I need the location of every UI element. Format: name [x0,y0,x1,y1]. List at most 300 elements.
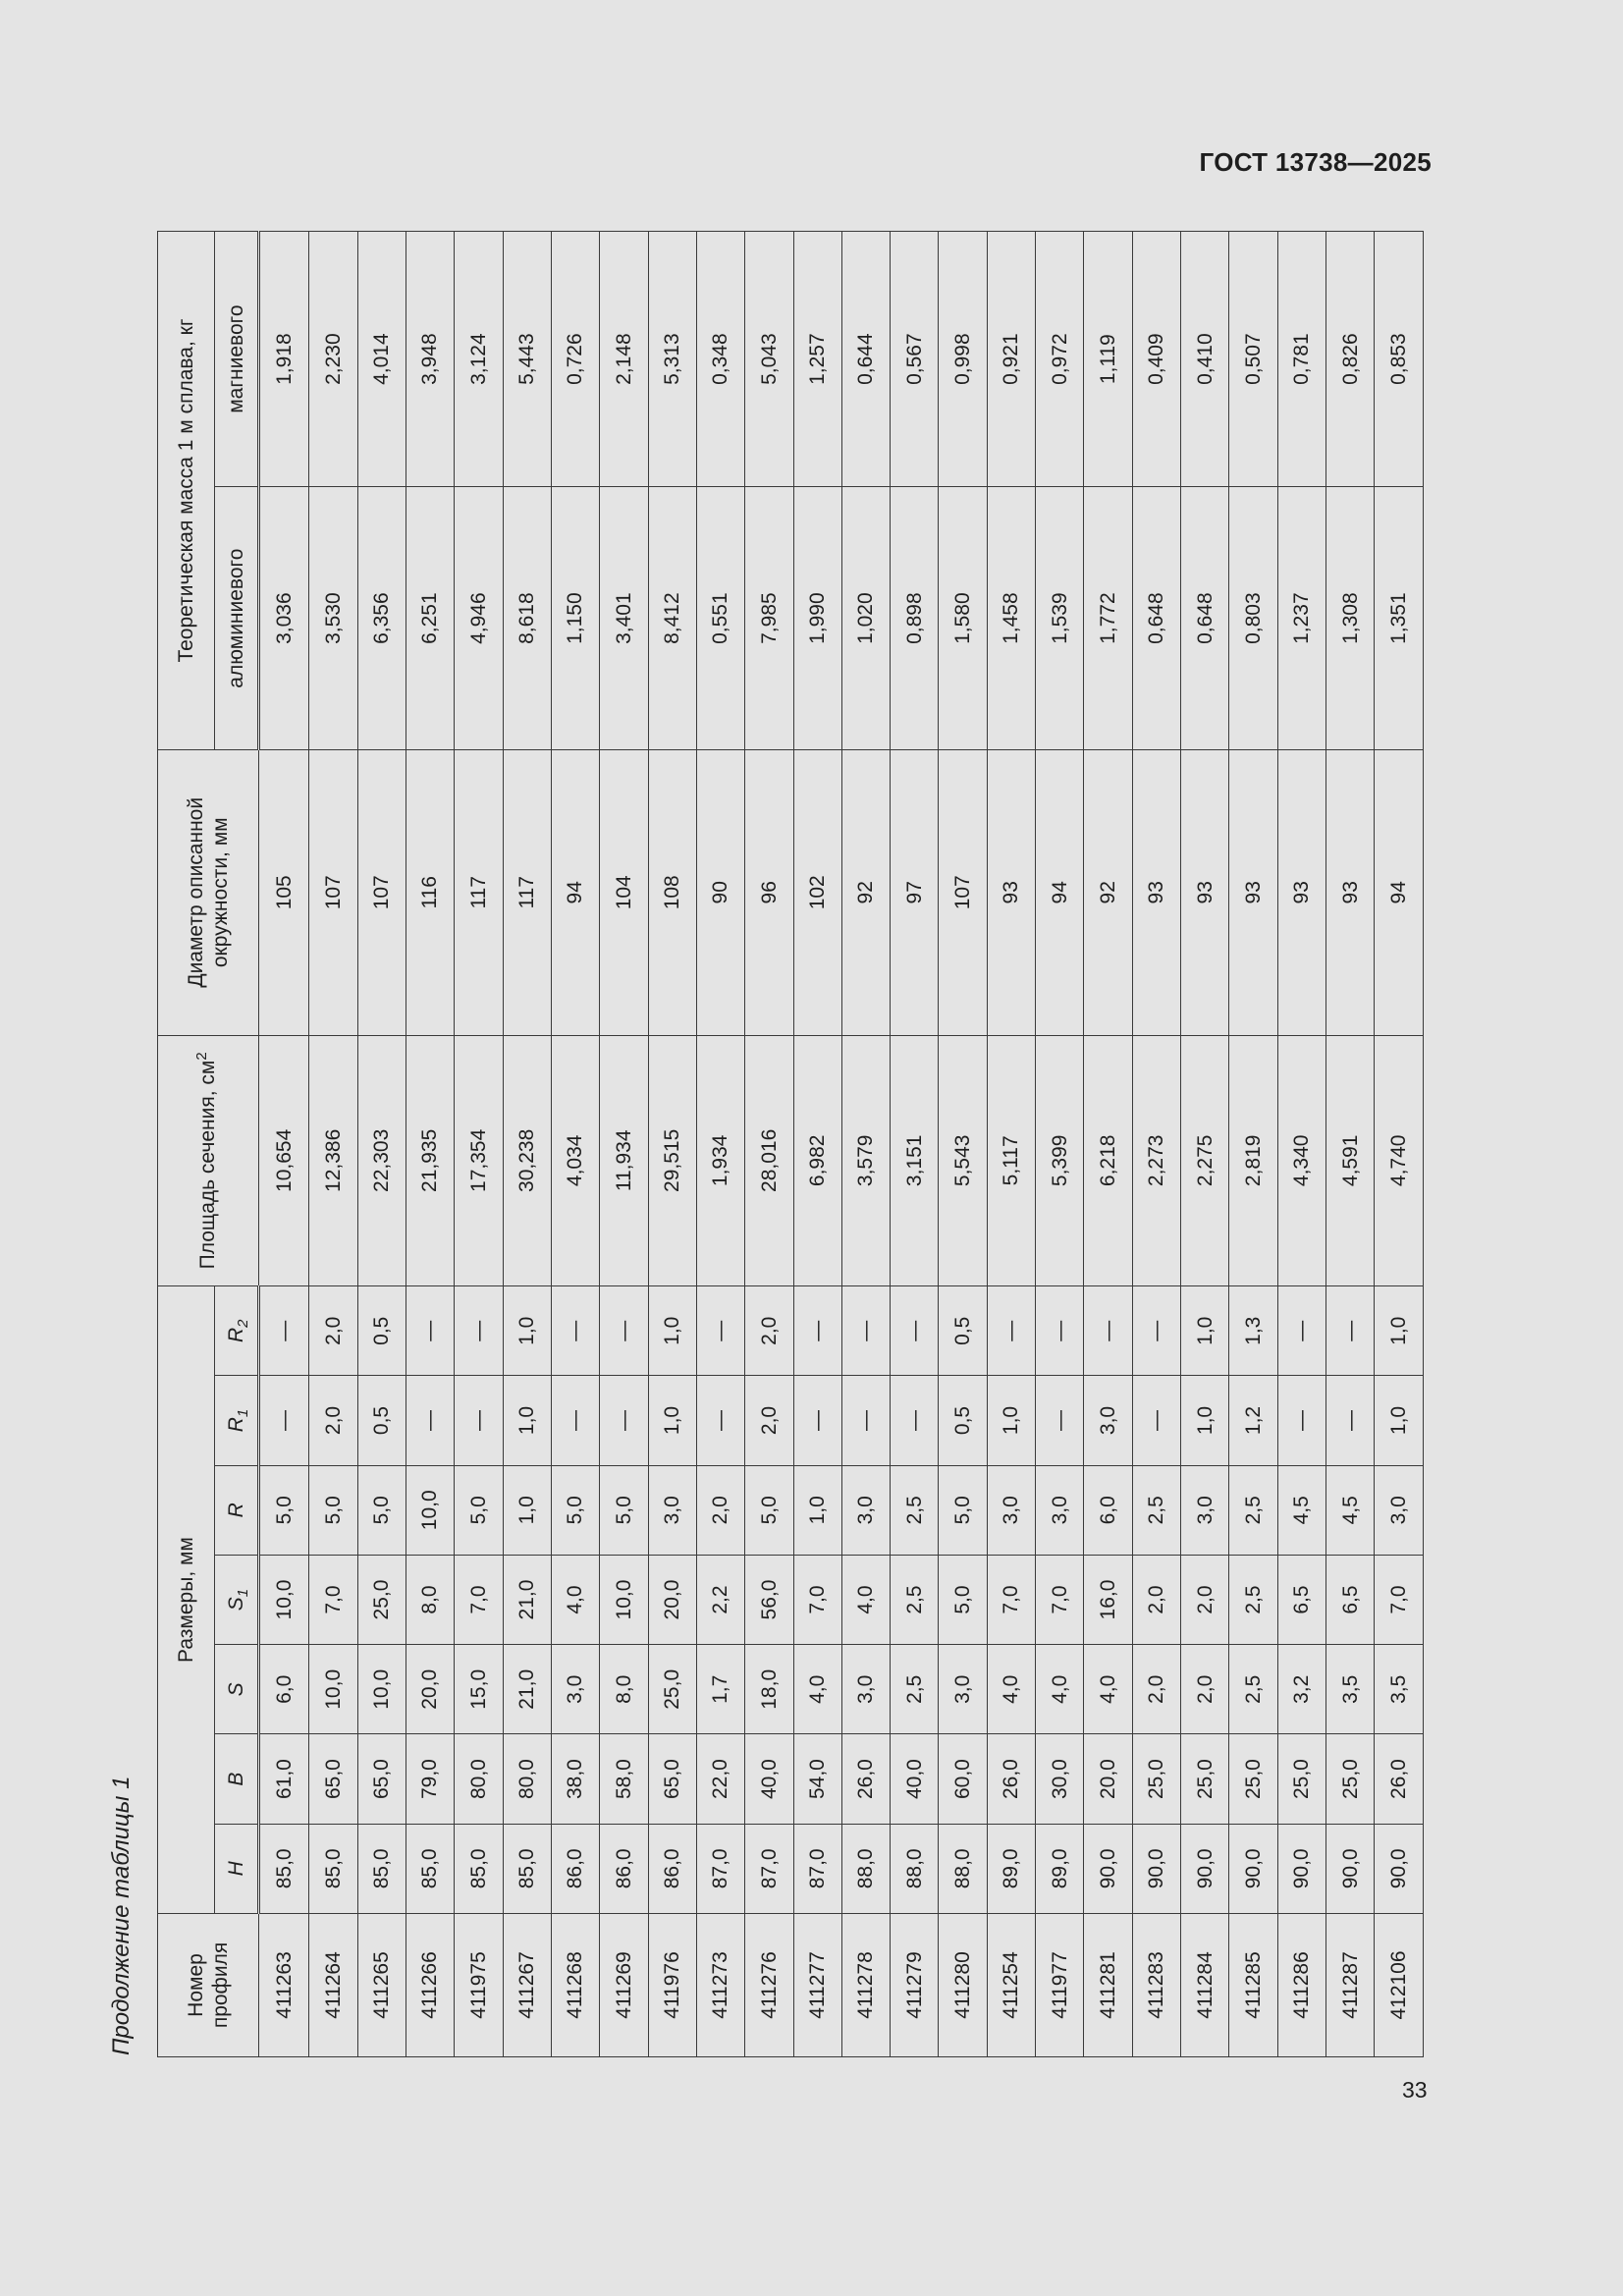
area-cell: 5,399 [1036,1035,1084,1286]
mass-aluminum-cell: 0,648 [1181,487,1229,750]
size-H-cell: 85,0 [455,1824,503,1913]
area-cell: 2,273 [1132,1035,1180,1286]
size-R2-cell: 2,0 [309,1286,357,1376]
size-R-cell: 5,0 [600,1465,648,1555]
diameter-cell: 90 [696,750,744,1036]
size-S-cell: 3,0 [841,1645,890,1734]
size-S-cell: 18,0 [745,1645,793,1734]
size-B-cell: 80,0 [455,1734,503,1824]
size-S-cell: 4,0 [987,1645,1035,1734]
table-row [987,232,1035,2057]
table-row [1375,232,1424,2057]
size-H-cell: 88,0 [841,1824,890,1913]
mass-aluminum-cell: 3,401 [600,487,648,750]
size-S-cell: 4,0 [1084,1645,1132,1734]
size-S1-cell: 7,0 [309,1555,357,1644]
area-cell: 22,303 [357,1035,406,1286]
size-S1-cell: 2,5 [1229,1555,1277,1644]
size-R2-cell: 0,5 [939,1286,987,1376]
table-caption: Продолжение таблицы 1 [108,1776,135,2055]
size-H-cell: 89,0 [1036,1824,1084,1913]
table-row [309,232,357,2057]
size-R1-cell: — [1132,1376,1180,1465]
size-R1-cell: — [793,1376,841,1465]
size-S-cell: 2,0 [1132,1645,1180,1734]
size-R1-cell: 1,0 [987,1376,1035,1465]
size-R1-cell: 0,5 [357,1376,406,1465]
size-R-cell: 5,0 [939,1465,987,1555]
area-cell: 3,579 [841,1035,890,1286]
area-cell: 5,117 [987,1035,1035,1286]
mass-magnesium-cell: 0,826 [1326,232,1375,487]
area-cell: 1,934 [696,1035,744,1286]
size-S1-cell: 16,0 [1084,1555,1132,1644]
size-R2-cell: 1,3 [1229,1286,1277,1376]
size-S1-cell: 8,0 [406,1555,454,1644]
size-H-cell: 88,0 [939,1824,987,1913]
profile-number-cell: 411268 [551,1913,599,2056]
area-cell: 6,218 [1084,1035,1132,1286]
mass-aluminum-cell: 1,020 [841,487,890,750]
size-S-cell: 1,7 [696,1645,744,1734]
size-S-cell: 3,0 [551,1645,599,1734]
profile-number-cell: 411266 [406,1913,454,2056]
size-R2-cell: 2,0 [745,1286,793,1376]
size-B-cell: 65,0 [357,1734,406,1824]
size-S1-cell: 2,0 [1132,1555,1180,1644]
area-cell: 5,543 [939,1035,987,1286]
size-R2-cell: 1,0 [1375,1286,1424,1376]
profile-number-cell: 411281 [1084,1913,1132,2056]
diameter-cell: 117 [455,750,503,1036]
size-B-cell: 80,0 [503,1734,551,1824]
size-B-cell: 25,0 [1277,1734,1325,1824]
size-R-cell: 3,0 [648,1465,696,1555]
size-S1-cell: 25,0 [357,1555,406,1644]
mass-aluminum-cell: 1,458 [987,487,1035,750]
size-S1-cell: 10,0 [600,1555,648,1644]
size-S1-cell: 6,5 [1277,1555,1325,1644]
profile-number-cell: 411977 [1036,1913,1084,2056]
size-S1-cell: 7,0 [987,1555,1035,1644]
size-S-cell: 6,0 [259,1645,309,1734]
diameter-cell: 93 [1132,750,1180,1036]
mass-aluminum-cell: 0,803 [1229,487,1277,750]
mass-aluminum-cell: 7,985 [745,487,793,750]
diameter-cell: 93 [1326,750,1375,1036]
table-row [259,232,309,2057]
size-R1-cell: — [1326,1376,1375,1465]
size-R1-cell: 2,0 [309,1376,357,1465]
profile-number-cell: 412106 [1375,1913,1424,2056]
size-R1-cell: — [600,1376,648,1465]
size-S-cell: 21,0 [503,1645,551,1734]
size-R1-cell: 3,0 [1084,1376,1132,1465]
size-R1-cell: — [455,1376,503,1465]
size-R-cell: 10,0 [406,1465,454,1555]
mass-magnesium-cell: 5,043 [745,232,793,487]
size-H-cell: 85,0 [406,1824,454,1913]
size-R1-cell: 0,5 [939,1376,987,1465]
header-profile-number: Номер профиля [158,1913,259,2056]
size-B-cell: 65,0 [309,1734,357,1824]
mass-magnesium-cell: 0,726 [551,232,599,487]
area-cell: 21,935 [406,1035,454,1286]
size-H-cell: 90,0 [1084,1824,1132,1913]
profiles-table [157,231,1424,2057]
area-cell: 12,386 [309,1035,357,1286]
size-R-cell: 2,5 [891,1465,939,1555]
mass-magnesium-cell: 5,313 [648,232,696,487]
size-S1-cell: 56,0 [745,1555,793,1644]
table-row [1277,232,1325,2057]
size-S1-cell: 7,0 [793,1555,841,1644]
diameter-cell: 107 [357,750,406,1036]
size-S-cell: 3,0 [939,1645,987,1734]
size-S-cell: 25,0 [648,1645,696,1734]
size-R2-cell: — [455,1286,503,1376]
profile-number-cell: 411273 [696,1913,744,2056]
mass-magnesium-cell: 0,567 [891,232,939,487]
size-R1-cell: — [259,1376,309,1465]
mass-aluminum-cell: 1,351 [1375,487,1424,750]
size-B-cell: 30,0 [1036,1734,1084,1824]
diameter-cell: 93 [1181,750,1229,1036]
table-row [1181,232,1229,2057]
profile-number-cell: 411284 [1181,1913,1229,2056]
mass-magnesium-cell: 0,781 [1277,232,1325,487]
size-H-cell: 85,0 [503,1824,551,1913]
mass-magnesium-cell: 2,230 [309,232,357,487]
size-R-cell: 3,0 [1036,1465,1084,1555]
size-R-cell: 2,0 [696,1465,744,1555]
area-cell: 11,934 [600,1035,648,1286]
size-R-cell: 4,5 [1277,1465,1325,1555]
size-R2-cell: — [600,1286,648,1376]
profile-number-cell: 411263 [259,1913,309,2056]
size-H-cell: 87,0 [696,1824,744,1913]
mass-magnesium-cell: 1,119 [1084,232,1132,487]
size-R2-cell: — [793,1286,841,1376]
mass-aluminum-cell: 8,412 [648,487,696,750]
mass-aluminum-cell: 6,356 [357,487,406,750]
mass-aluminum-cell: 3,530 [309,487,357,750]
subheader-magnesium: магниевого [215,232,259,487]
table-row [696,232,744,2057]
subheader-R2-index: 2 [234,1319,251,1328]
diameter-cell: 105 [259,750,309,1036]
header-area-text: Площадь сечения, см [196,1060,220,1270]
table-row [1036,232,1084,2057]
size-B-cell: 65,0 [648,1734,696,1824]
size-R2-cell: — [891,1286,939,1376]
size-R2-cell: — [551,1286,599,1376]
mass-aluminum-cell: 1,237 [1277,487,1325,750]
size-B-cell: 54,0 [793,1734,841,1824]
subheader-H: H [215,1824,259,1913]
table-row [600,232,648,2057]
diameter-cell: 92 [1084,750,1132,1036]
subheader-B: B [215,1734,259,1824]
diameter-cell: 94 [1375,750,1424,1036]
mass-aluminum-cell: 4,946 [455,487,503,750]
size-R-cell: 3,0 [841,1465,890,1555]
size-R-cell: 3,0 [987,1465,1035,1555]
size-H-cell: 90,0 [1326,1824,1375,1913]
mass-aluminum-cell: 1,539 [1036,487,1084,750]
size-R-cell: 3,0 [1375,1465,1424,1555]
subheader-S1-base: S [224,1597,247,1612]
subheader-aluminum: алюминиевого [215,487,259,750]
size-R2-cell: — [406,1286,454,1376]
subheader-R: R [215,1465,259,1555]
size-B-cell: 25,0 [1229,1734,1277,1824]
profile-number-cell: 411265 [357,1913,406,2056]
size-B-cell: 38,0 [551,1734,599,1824]
table-row [551,232,599,2057]
header-diameter: Диаметр описанной окружности, мм [158,750,259,1036]
size-H-cell: 90,0 [1277,1824,1325,1913]
size-S-cell: 20,0 [406,1645,454,1734]
mass-aluminum-cell: 0,551 [696,487,744,750]
size-H-cell: 90,0 [1132,1824,1180,1913]
table-row [406,232,454,2057]
area-cell: 4,340 [1277,1035,1325,1286]
area-cell: 4,740 [1375,1035,1424,1286]
table-row [1084,232,1132,2057]
size-R-cell: 1,0 [503,1465,551,1555]
table-row [648,232,696,2057]
table-row [1132,232,1180,2057]
profile-number-cell: 411276 [745,1913,793,2056]
mass-magnesium-cell: 0,507 [1229,232,1277,487]
size-B-cell: 40,0 [745,1734,793,1824]
size-R2-cell: — [1036,1286,1084,1376]
subheader-R1-base: R [224,1417,247,1433]
mass-magnesium-cell: 3,948 [406,232,454,487]
diameter-cell: 102 [793,750,841,1036]
mass-magnesium-cell: 3,124 [455,232,503,487]
mass-magnesium-cell: 0,972 [1036,232,1084,487]
size-R2-cell: 0,5 [357,1286,406,1376]
mass-magnesium-cell: 2,148 [600,232,648,487]
area-cell: 17,354 [455,1035,503,1286]
area-cell: 6,982 [793,1035,841,1286]
diameter-cell: 94 [1036,750,1084,1036]
mass-aluminum-cell: 1,308 [1326,487,1375,750]
size-H-cell: 90,0 [1229,1824,1277,1913]
size-S-cell: 2,5 [891,1645,939,1734]
size-B-cell: 26,0 [987,1734,1035,1824]
size-B-cell: 40,0 [891,1734,939,1824]
diameter-cell: 97 [891,750,939,1036]
size-S-cell: 3,5 [1375,1645,1424,1734]
size-S1-cell: 10,0 [259,1555,309,1644]
mass-aluminum-cell: 8,618 [503,487,551,750]
size-R-cell: 1,0 [793,1465,841,1555]
size-R-cell: 2,5 [1132,1465,1180,1555]
profile-number-cell: 411287 [1326,1913,1375,2056]
size-H-cell: 85,0 [259,1824,309,1913]
size-H-cell: 90,0 [1181,1824,1229,1913]
header-area [158,1035,259,1286]
profile-number-cell: 411975 [455,1913,503,2056]
size-H-cell: 85,0 [357,1824,406,1913]
size-R-cell: 2,5 [1229,1465,1277,1555]
table-row [793,232,841,2057]
size-R1-cell: 1,0 [1375,1376,1424,1465]
mass-aluminum-cell: 6,251 [406,487,454,750]
profile-number-cell: 411277 [793,1913,841,2056]
size-B-cell: 79,0 [406,1734,454,1824]
size-R-cell: 6,0 [1084,1465,1132,1555]
area-cell: 4,034 [551,1035,599,1286]
size-R1-cell: 1,0 [503,1376,551,1465]
area-cell: 30,238 [503,1035,551,1286]
diameter-cell: 93 [1229,750,1277,1036]
mass-magnesium-cell: 0,921 [987,232,1035,487]
size-S-cell: 15,0 [455,1645,503,1734]
subheader-R2 [215,1286,259,1376]
size-R1-cell: 1,0 [648,1376,696,1465]
size-R1-cell: — [891,1376,939,1465]
size-S1-cell: 7,0 [455,1555,503,1644]
table-row [939,232,987,2057]
table-row [503,232,551,2057]
size-R-cell: 5,0 [551,1465,599,1555]
size-H-cell: 87,0 [793,1824,841,1913]
size-H-cell: 88,0 [891,1824,939,1913]
table-row [841,232,890,2057]
area-cell: 3,151 [891,1035,939,1286]
mass-magnesium-cell: 0,410 [1181,232,1229,487]
size-S-cell: 10,0 [357,1645,406,1734]
size-S1-cell: 21,0 [503,1555,551,1644]
size-R2-cell: — [1326,1286,1375,1376]
size-B-cell: 22,0 [696,1734,744,1824]
size-S-cell: 8,0 [600,1645,648,1734]
size-S1-cell: 2,2 [696,1555,744,1644]
size-S1-cell: 2,5 [891,1555,939,1644]
size-S-cell: 3,5 [1326,1645,1375,1734]
size-B-cell: 25,0 [1132,1734,1180,1824]
profile-number-cell: 411280 [939,1913,987,2056]
diameter-cell: 94 [551,750,599,1036]
area-cell: 2,819 [1229,1035,1277,1286]
size-R1-cell: — [551,1376,599,1465]
size-S1-cell: 4,0 [841,1555,890,1644]
size-R-cell: 5,0 [745,1465,793,1555]
profile-number-cell: 411279 [891,1913,939,2056]
mass-aluminum-cell: 0,898 [891,487,939,750]
standard-header: ГОСТ 13738—2025 [1199,147,1432,177]
size-R-cell: 4,5 [1326,1465,1375,1555]
size-S-cell: 4,0 [793,1645,841,1734]
table-row [745,232,793,2057]
area-cell: 28,016 [745,1035,793,1286]
size-R1-cell: — [1277,1376,1325,1465]
size-S1-cell: 4,0 [551,1555,599,1644]
area-cell: 10,654 [259,1035,309,1286]
profile-number-cell: 411254 [987,1913,1035,2056]
header-area-sup: 2 [193,1052,211,1061]
mass-magnesium-cell: 1,918 [259,232,309,487]
size-S-cell: 2,5 [1229,1645,1277,1734]
size-S-cell: 3,2 [1277,1645,1325,1734]
mass-aluminum-cell: 3,036 [259,487,309,750]
size-S-cell: 10,0 [309,1645,357,1734]
size-S1-cell: 7,0 [1036,1555,1084,1644]
size-R1-cell: — [406,1376,454,1465]
size-B-cell: 25,0 [1181,1734,1229,1824]
size-B-cell: 58,0 [600,1734,648,1824]
size-H-cell: 86,0 [648,1824,696,1913]
mass-aluminum-cell: 0,648 [1132,487,1180,750]
size-R2-cell: — [841,1286,890,1376]
page-number: 33 [1402,2077,1428,2103]
mass-aluminum-cell: 1,772 [1084,487,1132,750]
size-R2-cell: 1,0 [503,1286,551,1376]
mass-magnesium-cell: 0,998 [939,232,987,487]
area-cell: 4,591 [1326,1035,1375,1286]
size-R2-cell: — [1277,1286,1325,1376]
size-R-cell: 5,0 [259,1465,309,1555]
size-S1-cell: 2,0 [1181,1555,1229,1644]
mass-aluminum-cell: 1,580 [939,487,987,750]
size-S1-cell: 7,0 [1375,1555,1424,1644]
size-B-cell: 25,0 [1326,1734,1375,1824]
profile-number-cell: 411264 [309,1913,357,2056]
size-R-cell: 5,0 [455,1465,503,1555]
mass-aluminum-cell: 1,990 [793,487,841,750]
size-R2-cell: — [1132,1286,1180,1376]
size-H-cell: 86,0 [551,1824,599,1913]
size-H-cell: 89,0 [987,1824,1035,1913]
size-R1-cell: 1,2 [1229,1376,1277,1465]
subheader-S1-index: 1 [234,1588,251,1598]
table-row [455,232,503,2057]
size-R2-cell: 1,0 [1181,1286,1229,1376]
size-R2-cell: 1,0 [648,1286,696,1376]
mass-magnesium-cell: 0,644 [841,232,890,487]
size-S1-cell: 6,5 [1326,1555,1375,1644]
header-sizes: Размеры, мм [158,1286,215,1914]
table-row [1229,232,1277,2057]
mass-magnesium-cell: 0,409 [1132,232,1180,487]
size-S1-cell: 5,0 [939,1555,987,1644]
size-R2-cell: — [696,1286,744,1376]
size-R1-cell: — [1036,1376,1084,1465]
size-H-cell: 87,0 [745,1824,793,1913]
header-mass: Теоретическая масса 1 м сплава, кг [158,232,215,750]
size-R1-cell: — [841,1376,890,1465]
diameter-cell: 116 [406,750,454,1036]
size-R-cell: 5,0 [357,1465,406,1555]
subheader-R1-index: 1 [234,1408,251,1418]
size-R2-cell: — [987,1286,1035,1376]
profile-number-cell: 411976 [648,1913,696,2056]
mass-magnesium-cell: 1,257 [793,232,841,487]
size-B-cell: 26,0 [841,1734,890,1824]
size-R2-cell: — [259,1286,309,1376]
size-B-cell: 60,0 [939,1734,987,1824]
size-H-cell: 86,0 [600,1824,648,1913]
size-B-cell: 20,0 [1084,1734,1132,1824]
diameter-cell: 108 [648,750,696,1036]
mass-magnesium-cell: 5,443 [503,232,551,487]
profile-number-cell: 411267 [503,1913,551,2056]
mass-magnesium-cell: 0,853 [1375,232,1424,487]
